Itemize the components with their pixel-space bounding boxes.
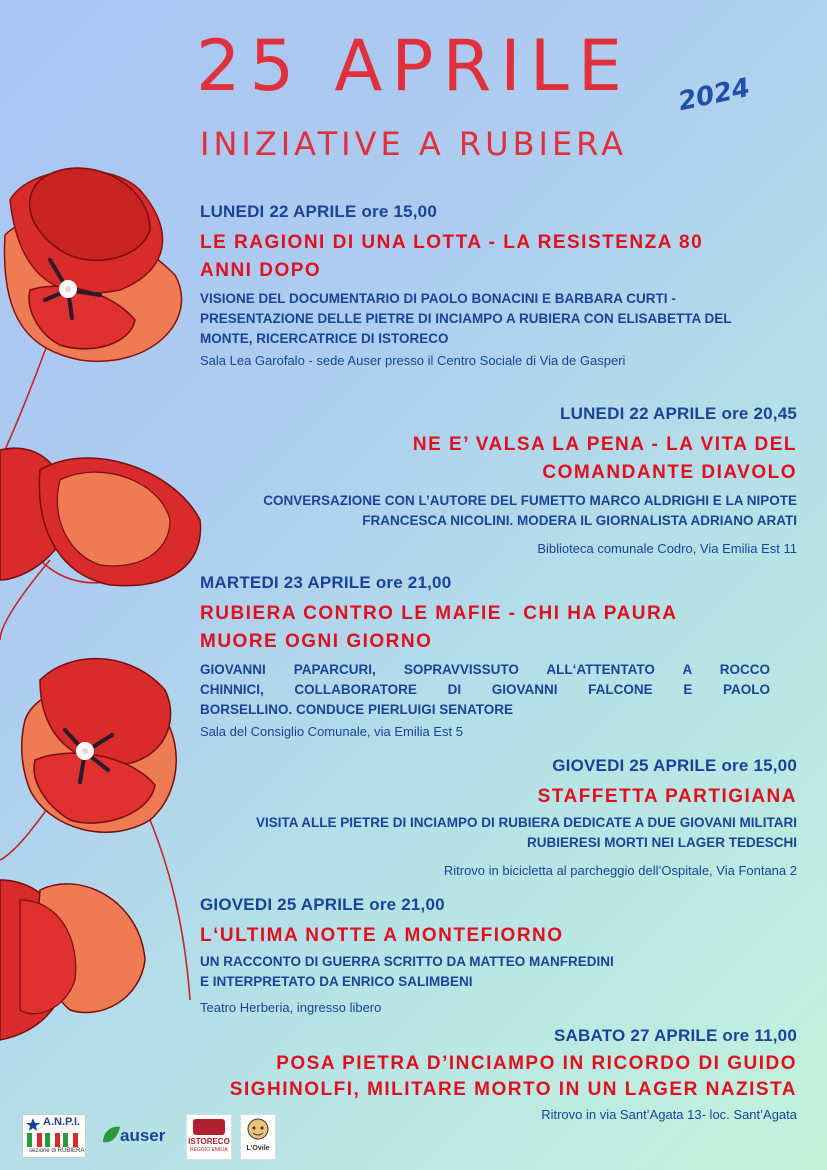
anpi-logo <box>22 1114 86 1158</box>
event-location: Teatro Herberia, ingresso libero <box>200 1000 382 1015</box>
year-label: 2024 <box>675 72 753 118</box>
event-location: Ritrovo in bicicletta al parcheggio dell’Ospitale, Via Fontana 2 <box>443 863 797 878</box>
event-description-line: E INTERPRETATO DA ENRICO SALIMBENI <box>200 974 473 989</box>
page-title: 25 APRILE <box>196 25 631 107</box>
event-title-line: MUORE OGNI GIORNO <box>200 631 433 652</box>
event-description-line: CHINNICI, COLLABORATORE DI GIOVANNI FALCONE E PAOLO <box>200 682 770 697</box>
event-location: Sala Lea Garofalo - sede Auser presso il Centro Sociale di Via de Gasperi <box>200 353 626 368</box>
ovile-face-icon <box>241 1115 275 1145</box>
event-3 <box>200 572 770 742</box>
event-location: Ritrovo in via Sant’Agata 13- loc. Sant’Agata <box>541 1107 797 1122</box>
event-title-line: STAFFETTA PARTIGIANA <box>537 786 797 807</box>
event-title-line: NE E’ VALSA LA PENA - LA VITA DEL <box>412 434 797 455</box>
ovile-name: L'Ovile <box>246 1145 270 1152</box>
event-description-line: MONTE, RICERCATRICE DI ISTORECO <box>200 331 449 346</box>
event-title-line: POSA PIETRA D’INCIAMPO IN RICORDO DI GUIDO <box>276 1053 797 1074</box>
event-description-line: GIOVANNI PAPARCURI, SOPRAVVISSUTO ALL‘ATTENTATO A ROCCO <box>200 662 770 677</box>
event-title-line: LE RAGIONI DI UNA LOTTA - LA RESISTENZA 80 <box>200 232 704 253</box>
event-1 <box>200 201 790 371</box>
event-date: SABATO 27 APRILE ore 11,00 <box>554 1026 797 1045</box>
event-title-line: SIGHINOLFI, MILITARE MORTO IN UN LAGER NAZISTA <box>229 1079 797 1100</box>
event-6 <box>197 1025 797 1125</box>
anpi-sub: sezione di RUBIERA <box>29 1148 85 1154</box>
event-date: GIOVEDI 25 APRILE ore 21,00 <box>200 895 445 914</box>
page-subtitle: INIZIATIVE A RUBIERA <box>200 125 627 163</box>
poppy-flower-icon <box>0 880 145 1040</box>
event-title-line: L‘ULTIMA NOTTE A MONTEFIORNO <box>200 925 564 946</box>
poppy-flower-icon <box>4 168 181 361</box>
event-location: Biblioteca comunale Codro, Via Emilia Est 11 <box>537 541 797 556</box>
event-description-line: VISITA ALLE PIETRE DI INCIAMPO DI RUBIERA DEDICATE A DUE GIOVANI MILITARI <box>255 815 797 830</box>
ovile-logo <box>240 1114 276 1160</box>
event-2 <box>197 403 797 559</box>
event-title-line: ANNI DOPO <box>200 260 322 281</box>
poppy-flower-icon <box>0 448 200 586</box>
event-title-line: COMANDANTE DIAVOLO <box>542 462 797 483</box>
event-description-line: BORSELLINO. CONDUCE PIERLUIGI SENATORE <box>200 702 514 717</box>
event-date: GIOVEDI 25 APRILE ore 15,00 <box>552 756 797 775</box>
event-date: LUNEDI 22 APRILE ore 20,45 <box>560 404 797 423</box>
istoreco-name: ISTORECO <box>188 1137 230 1146</box>
event-title-line: RUBIERA CONTRO LE MAFIE - CHI HA PAURA <box>200 603 678 624</box>
istoreco-emblem-icon <box>193 1119 225 1135</box>
auser-logo <box>100 1122 175 1150</box>
event-description-line: FRANCESCA NICOLINI. MODERA IL GIORNALISTA ADRIANO ARATI <box>362 513 797 528</box>
event-location: Sala del Consiglio Comunale, via Emilia Est 5 <box>200 724 464 739</box>
event-description-line: UN RACCONTO DI GUERRA SCRITTO DA MATTEO MANFREDINI <box>200 954 614 969</box>
istoreco-logo <box>186 1114 232 1160</box>
auser-leaf-icon <box>100 1122 122 1148</box>
event-5 <box>200 894 760 1018</box>
auser-name: auser <box>120 1126 166 1145</box>
event-date: LUNEDI 22 APRILE ore 15,00 <box>200 202 437 221</box>
poppy-flower-icon <box>22 659 177 833</box>
event-4 <box>197 755 797 881</box>
istoreco-sub: REGGIO EMILIA <box>190 1147 228 1153</box>
event-description-line: CONVERSAZIONE CON L’AUTORE DEL FUMETTO MARCO ALDRIGHI E LA NIPOTE <box>263 493 797 508</box>
anpi-name: A.N.P.I. <box>43 1116 81 1128</box>
event-description-line: VISIONE DEL DOCUMENTARIO DI PAOLO BONACINI E BARBARA CURTI - <box>200 291 676 306</box>
event-description-line: PRESENTAZIONE DELLE PIETRE DI INCIAMPO A RUBIERA CON ELISABETTA DEL <box>200 311 732 326</box>
event-date: MARTEDI 23 APRILE ore 21,00 <box>200 573 452 592</box>
event-description-line: RUBIERESI MORTI NEI LAGER TEDESCHI <box>526 835 797 850</box>
